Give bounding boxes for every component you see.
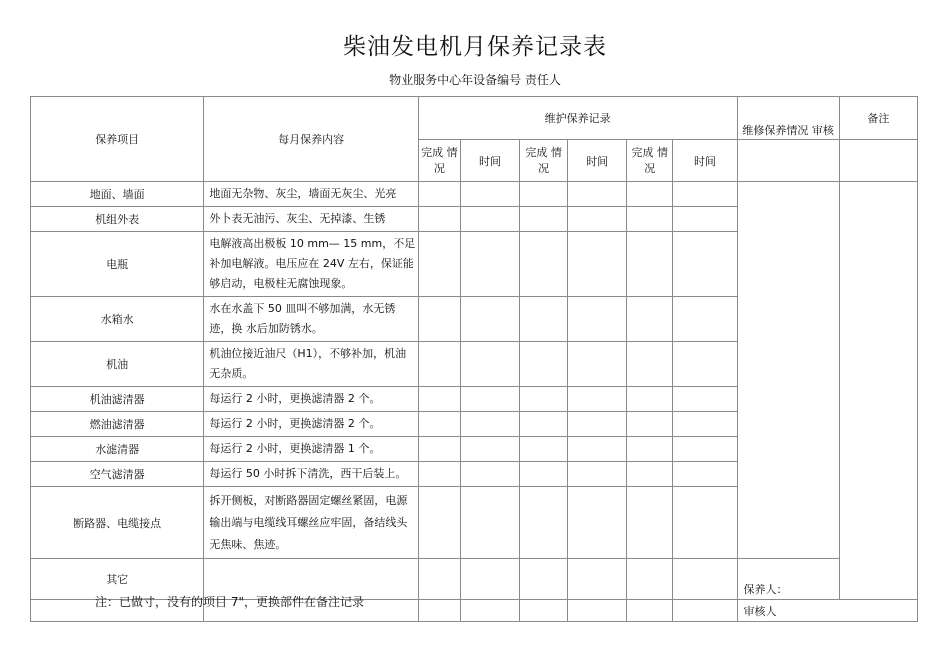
row-content: 电解液高出极板 10 mm— 15 mm，不足补加电解液。电压应在 24V 左右，保证能够启动，电极柱无腐蚀现象。	[204, 232, 418, 297]
row-content: 机油位接近油尺（H1），不够补加，机油无杂质。	[204, 342, 418, 387]
row-item: 空气滤清器	[31, 462, 204, 487]
row-item: 电瓶	[31, 232, 204, 297]
page-title: 柴油发电机月保养记录表	[343, 34, 607, 60]
repair-cell	[737, 140, 839, 182]
row-item: 其它	[31, 559, 204, 600]
maintenance-record-table	[30, 96, 918, 622]
header-time-1: 时间	[460, 140, 519, 182]
header-done-3: 完成 情况	[627, 140, 673, 182]
row-item: 水箱水	[31, 297, 204, 342]
row-content: 地面无杂物、灰尘，墙面无灰尘、光亮	[204, 182, 418, 207]
row-content: 拆开侧板，对断路器固定螺丝紧固，电源输出端与电缆线耳螺丝应牢固，备结线头无焦味、焦迹。	[204, 487, 418, 559]
header-repair-review: 维修保养情况 审核	[737, 97, 839, 140]
header-content: 每月保养内容	[204, 97, 418, 182]
row-content: 每运行 2 小时，更换滤清器 1 个。	[204, 437, 418, 462]
row-item: 机油滤清器	[31, 387, 204, 412]
row-item: 燃油滤清器	[31, 412, 204, 437]
header-remark: 备注	[839, 97, 917, 140]
header-time-2: 时间	[568, 140, 627, 182]
remark-cell	[839, 140, 917, 182]
row-content: 每运行 2 小时，更换滤清器 2 个。	[204, 387, 418, 412]
remark-column	[839, 182, 917, 600]
maintainer-label: 保养人：	[737, 559, 839, 600]
row-content: 每运行 50 小时拆下清洗，西干后装上。	[204, 462, 418, 487]
row-content: 每运行 2 小时，更换滤清器 2 个。	[204, 412, 418, 437]
header-done-2: 完成 情况	[520, 140, 568, 182]
table-row	[31, 182, 918, 207]
row-item: 机组外表	[31, 207, 204, 232]
header-maint-record: 维护保养记录	[418, 97, 737, 140]
row-content: 外卜表无油污、灰尘、无掉漆、生锈	[204, 207, 418, 232]
row-item: 断路器、电缆接点	[31, 487, 204, 559]
repair-column	[737, 182, 839, 559]
row-item: 水滤清器	[31, 437, 204, 462]
header-done-1: 完成 情况	[418, 140, 460, 182]
header-item: 保养项目	[31, 97, 204, 182]
page-subtitle: 物业服务中心年设备编号 责任人	[389, 73, 561, 87]
header-time-3: 时间	[673, 140, 737, 182]
row-item: 机油	[31, 342, 204, 387]
reviewer-label: 审核人	[737, 600, 917, 622]
row-item: 地面、墙面	[31, 182, 204, 207]
row-content: 水在水盖下 50 皿叫不够加满，水无锈迹，换 水后加防锈水。	[204, 297, 418, 342]
footnote: 注：已做寸，没有的项目 7"，更换部件在备注记录	[95, 595, 364, 609]
